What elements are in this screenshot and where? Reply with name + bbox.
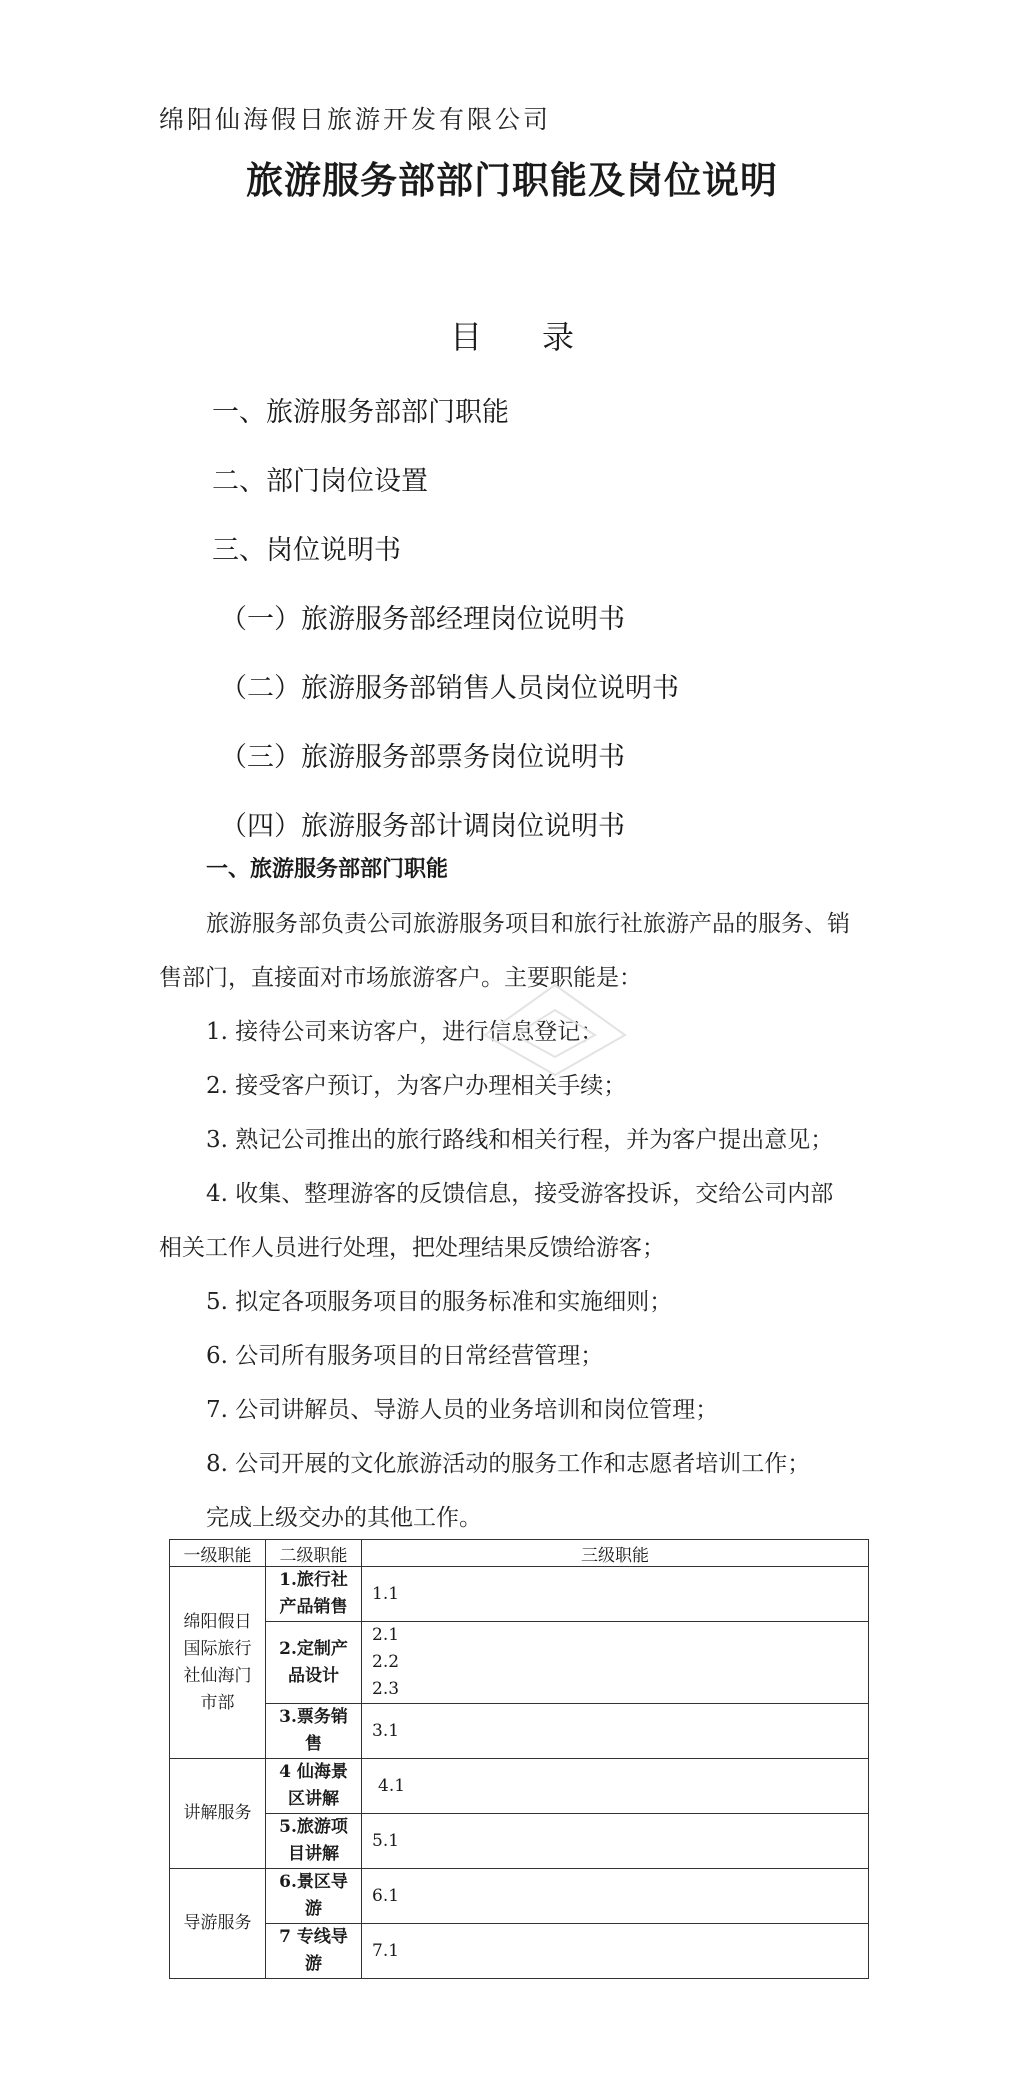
table-row bbox=[170, 1759, 869, 1814]
table-row bbox=[170, 1622, 869, 1704]
level1-cell: 导游服务 bbox=[170, 1869, 266, 1979]
toc-heading bbox=[0, 312, 1024, 358]
table-header-row bbox=[170, 1540, 869, 1567]
level1-cell: 讲解服务 bbox=[170, 1759, 266, 1869]
table-header-cell: 二级职能 bbox=[266, 1540, 362, 1567]
function-table bbox=[169, 1539, 869, 1979]
list-item: 8. 公司开展的文化旅游活动的服务工作和志愿者培训工作； bbox=[206, 1451, 811, 1477]
list-item: 相关工作人员进行处理，把处理结果反馈给游客； bbox=[159, 1235, 665, 1261]
list-item: 5. 拟定各项服务项目的服务标准和实施细则； bbox=[206, 1289, 673, 1315]
level2-cell: 6.景区导 游 bbox=[266, 1869, 362, 1924]
paragraph-line: 售部门，直接面对市场旅游客户。主要职能是： bbox=[159, 965, 642, 991]
list-item: 3. 熟记公司推出的旅行路线和相关行程，并为客户提出意见； bbox=[206, 1127, 834, 1153]
toc-item: （二）旅游服务部销售人员岗位说明书 bbox=[220, 673, 679, 704]
toc-item: （四）旅游服务部计调岗位说明书 bbox=[220, 811, 625, 842]
table-header-cell: 三级职能 bbox=[362, 1540, 869, 1567]
toc-item: （一）旅游服务部经理岗位说明书 bbox=[220, 604, 625, 635]
level3-cell: 6.1 bbox=[362, 1869, 869, 1924]
list-item: 4. 收集、整理游客的反馈信息，接受游客投诉，交给公司内部 bbox=[206, 1181, 834, 1207]
level3-cell: 1.1 bbox=[362, 1567, 869, 1622]
level2-cell: 3.票务销 售 bbox=[266, 1704, 362, 1759]
table-row bbox=[170, 1869, 869, 1924]
level2-cell: 1.旅行社 产品销售 bbox=[266, 1567, 362, 1622]
company-name: 绵阳仙海假日旅游开发有限公司 bbox=[159, 105, 552, 134]
level1-cell: 绵阳假日 国际旅行 社仙海门 市部 bbox=[170, 1567, 266, 1759]
level3-cell: 7.1 bbox=[362, 1924, 869, 1979]
toc-heading-left: 目 bbox=[449, 318, 482, 356]
level2-cell: 5.旅游项 目讲解 bbox=[266, 1814, 362, 1869]
level3-cell: 4.1 bbox=[362, 1759, 869, 1814]
level3-cell: 2.1 2.2 2.3 bbox=[362, 1622, 869, 1704]
toc-item: 二、部门岗位设置 bbox=[212, 466, 428, 497]
table-row bbox=[170, 1567, 869, 1622]
table-row bbox=[170, 1814, 869, 1869]
list-item: 6. 公司所有服务项目的日常经营管理； bbox=[206, 1343, 604, 1369]
level2-cell: 7 专线导 游 bbox=[266, 1924, 362, 1979]
level3-cell: 3.1 bbox=[362, 1704, 869, 1759]
document-title: 旅游服务部部门职能及岗位说明 bbox=[246, 159, 778, 202]
list-item: 2. 接受客户预订，为客户办理相关手续； bbox=[206, 1073, 627, 1099]
paragraph-line: 旅游服务部负责公司旅游服务项目和旅行社旅游产品的服务、销 bbox=[206, 911, 850, 937]
list-item: 7. 公司讲解员、导游人员的业务培训和岗位管理； bbox=[206, 1397, 719, 1423]
toc-item: 三、岗位说明书 bbox=[212, 535, 401, 566]
list-item: 1. 接待公司来访客户，进行信息登记； bbox=[206, 1019, 604, 1045]
level3-cell: 5.1 bbox=[362, 1814, 869, 1869]
toc-item: 一、旅游服务部部门职能 bbox=[212, 397, 509, 428]
list-item: 完成上级交办的其他工作。 bbox=[206, 1505, 482, 1531]
table-row bbox=[170, 1704, 869, 1759]
toc-item: （三）旅游服务部票务岗位说明书 bbox=[220, 742, 625, 773]
table-row bbox=[170, 1924, 869, 1979]
toc-heading-right: 录 bbox=[542, 318, 575, 356]
level2-cell: 2.定制产 品设计 bbox=[266, 1622, 362, 1704]
section-heading: 一、旅游服务部部门职能 bbox=[206, 857, 449, 882]
table-header-cell: 一级职能 bbox=[170, 1540, 266, 1567]
level2-cell: 4 仙海景 区讲解 bbox=[266, 1759, 362, 1814]
